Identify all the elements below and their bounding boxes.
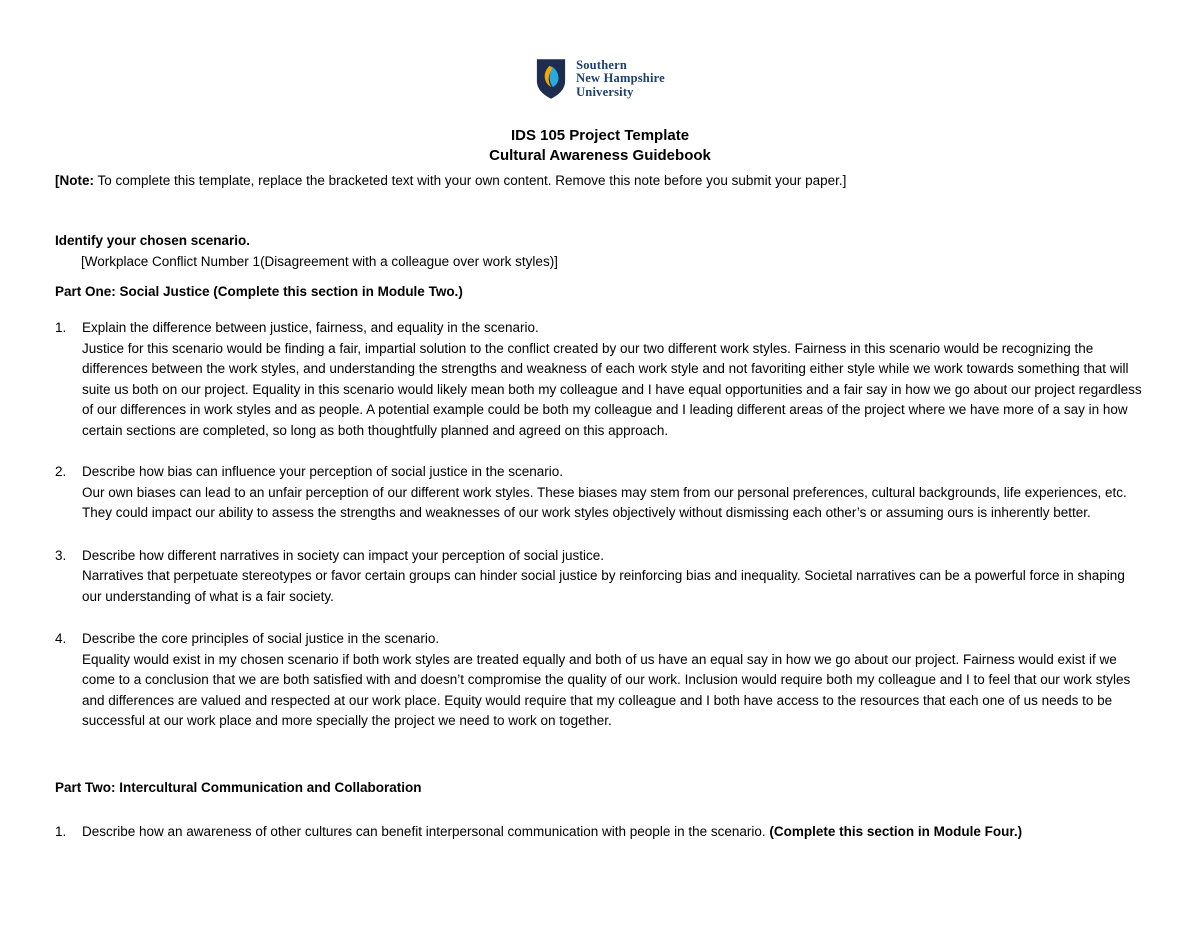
answer-text: Our own biases can lead to an unfair perception of our different work styles. These biases may stem from our personal preferences, cultural backgrounds, life experiences, etc. They could impact our ability to assess the strengths and weaknesses of our work styles objectively without dismissing each other’s or assuming ours is inherently better.	[82, 484, 1127, 520]
question-prompt-bold: (Complete this section in Module Four.)	[769, 824, 1023, 839]
template-note	[55, 171, 1145, 192]
list-item-3	[55, 546, 1145, 608]
document-title-line2: Cultural Awareness Guidebook	[489, 147, 711, 164]
list-number: 1.	[55, 824, 67, 839]
note-label: [Note:	[55, 173, 94, 188]
document-title-line1: IDS 105 Project Template	[510, 127, 690, 144]
list-item-1	[55, 822, 1145, 843]
list-number: 4.	[55, 631, 67, 646]
list-item-2	[55, 462, 1145, 524]
list-item-1	[55, 318, 1145, 441]
scenario-heading: Identify your chosen scenario.	[55, 232, 251, 248]
answer-text: Justice for this scenario would be finding a fair, impartial solution to the conflict created by our two different work styles. Fairness in this scenario would be recognizing the differences between the work styles, and understanding the strengths and weakness of each work style and not favoriting either style while we work towards something that will suite us both on our project. Equality in this scenario would likely mean both my colleague and I have equal opportunities and a fair say in how we go about our project regardless of our differences in work styles and as people. A potential example could be both my colleague and I leading different areas of the project where we have more of a say in how certain sections are completed, so long as both thoughtfully planned and agreed on this approach.	[82, 340, 1142, 438]
part-two-heading: Part Two: Intercultural Communication and Collaboration	[55, 779, 422, 795]
question-prompt: Describe the core principles of social justice in the scenario.	[82, 631, 440, 646]
part-one-heading: Part One: Social Justice (Complete this section in Module Two.)	[55, 283, 463, 299]
snhu-logo	[0, 0, 1200, 101]
title-block	[0, 126, 1200, 166]
note-text: To complete this template, replace the bracketed text with your own content. Remove this note before you submit your paper.]	[94, 173, 847, 188]
part-one-list	[55, 318, 1145, 732]
question-prompt: Describe how different narratives in society can impact your perception of social justice.	[82, 547, 604, 563]
list-number: 1.	[55, 320, 67, 335]
answer-text: Equality would exist in my chosen scenario if both work styles are treated equally and both of us have an equal say in how we go about our project. Fairness would exist if we come to a conclusion that we are both satisfied with and doesn’t compromise the quality of our work. Inclusion would require both my colleague and I to feel that our work styles and differences are valued and respected at our work place. Equity would require that my colleague and I both have access to the resources that each one of us needs to be successful at our work place and more specially the project we need to work on together.	[82, 651, 1131, 728]
list-number: 2.	[55, 464, 67, 479]
logo-line-2: New Hampshire	[576, 71, 665, 86]
question-prompt-text: Describe how an awareness of other cultures can benefit interpersonal communication with people in the scenario.	[82, 824, 770, 839]
list-number: 3.	[55, 547, 67, 563]
scenario-value: [Workplace Conflict Number 1(Disagreement with a colleague over work styles)]	[81, 254, 558, 269]
part-two-list	[55, 822, 1145, 843]
question-prompt: Explain the difference between justice, fairness, and equality in the scenario.	[82, 320, 539, 335]
question-prompt	[82, 822, 1145, 843]
question-prompt: Describe how bias can influence your perception of social justice in the scenario.	[82, 464, 564, 479]
snhu-shield-icon	[535, 57, 567, 101]
logo-line-3: University	[576, 84, 634, 99]
snhu-logo-text	[576, 59, 665, 100]
answer-text: Narratives that perpetuate stereotypes or favor certain groups can hinder social justice by reinforcing bias and inequality. Societal narratives can be a powerful force in shaping our understanding of what is a fair society.	[82, 568, 1125, 604]
logo-line-1: Southern	[576, 57, 627, 72]
list-item-4	[55, 629, 1145, 732]
